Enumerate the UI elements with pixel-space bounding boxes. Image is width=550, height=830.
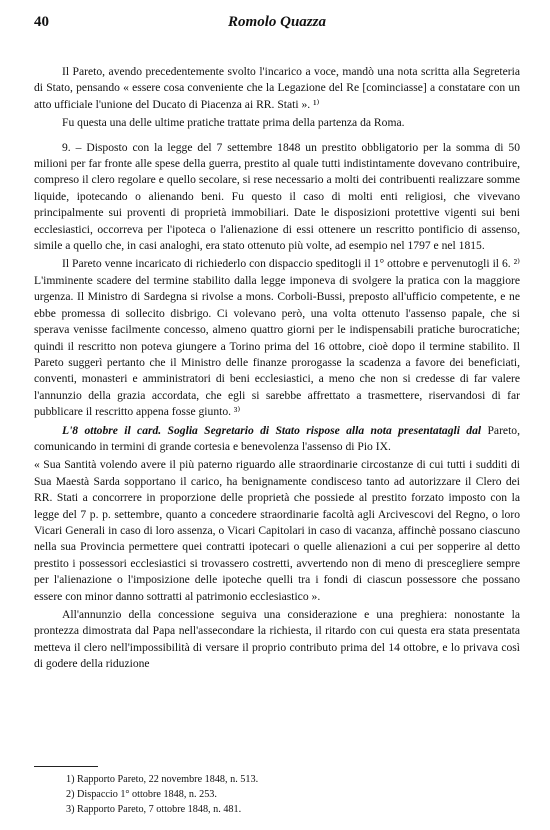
italic-lead: L'8 ottobre il card. Soglia Segretario di Stato rispose alla nota presentatagli dal xyxy=(62,423,482,437)
footnote-2 xyxy=(66,788,520,803)
paragraph-section-9: 9. – Disposto con la legge del 7 settembre 1848 un prestito obbligatorio per la somma di 50 milioni per far fronte alle spese della guerra, prestito al quale tutti indistintamente dovevano contribuire, compreso il clero regolare e quello secolare, si rese necessario a molti dei contribuenti realizzare somme liquide, ipotecando o alienando beni. Fu questo il caso di molti enti religiosi, che vivevano principalmente sui proventi di proprietà immobiliari. Date le disposizioni protettive vigenti sui beni ecclesiastici, occorreva per l'ipoteca o l'alienazione di essi ottenere un rescritto pontificio di assenso, simile a quello che, in casi analoghi, era stato ottenuto più volte, ad esempio nel 1797 e nel 1815. xyxy=(34,140,520,253)
page-number: 40 xyxy=(34,14,49,30)
body-text xyxy=(34,64,520,675)
footnote-text: Rapporto Pareto, 22 novembre 1848, n. 513. xyxy=(77,774,259,785)
paragraph-5 xyxy=(34,423,520,456)
footnote-text: Dispaccio 1° ottobre 1848, n. 253. xyxy=(77,788,217,800)
running-title: Romolo Quazza xyxy=(228,14,326,30)
footnote-rule xyxy=(34,766,98,767)
paragraph-7: All'annunzio della concessione seguiva una considerazione e una preghiera: nonostante la prontezza dimostrata dal Papa nell'assecondare la richiesta, il ritardo con cui questa era stata presentata metteva il clero nell'impossibilità di versare il proprio contributo prima del 14 ottobre, e lo privava così di godere della riduzione xyxy=(34,608,520,671)
page-header xyxy=(34,14,520,38)
footnote-text: Rapporto Pareto, 7 ottobre 1848, n. 481. xyxy=(77,803,242,815)
footnote-mark: 2) xyxy=(66,788,75,800)
footnote-mark: 1) xyxy=(66,774,75,785)
paragraph-1: Il Pareto, avendo precedentemente svolto l'incarico a voce, mandò una nota scritta alla Segreteria di Stato, pensando « essere cosa conveniente che la Legazione del Re [cominciasse] a constatare con un atto ufficiale l'unione del Ducato di Piacenza ai RR. Stati ». ¹⁾ xyxy=(34,65,520,111)
footnote-mark: 3) xyxy=(66,803,75,815)
quotation-paragraph: « Sua Santità volendo avere il più paterno riguardo alle straordinarie circostanze di cui tutti i sudditi di Sua Maestà Sarda sopportano il carico, ha benignamente condisceso tanto ad autorizzare il Clero dei RR. Stati a concorrere in proporzione delle proprietà che possiede al prestito forzato imposto con la legge del 7 p. p. settembre, quanto a concedere straordinarie facoltà agli Arcivescovi del Regno, o loro Vicari Generali in caso di loro assenza, o Vicari Capitolari in caso di vacanza, affinchè possano ciascuno nella sua Provincia permettere quei contratti ipotecari o quelle alienazioni a cui per sopperire al detto prestito i possessori ecclesiastici si trovassero costretti, avvertendo non di meno di prescegliere sempre per l'alienazione o l'imposizione delle ipoteche quelli tra i fondi di ciascun possessore che possano essere con minor danno sottratti al patrimonio ecclesiastico ». xyxy=(34,458,520,603)
paragraph-2: Fu questa una delle ultime pratiche trattate prima della partenza da Roma. xyxy=(62,116,405,130)
footnotes xyxy=(66,773,520,817)
footnote-1 xyxy=(66,773,520,788)
paragraph-5-rest: Pareto, comunicando in termini di grande cortesia e benevolenza l'assenso di Pio IX. xyxy=(34,423,520,453)
footnote-3 xyxy=(66,803,520,818)
paragraph-4: Il Pareto venne incaricato di richiederlo con dispaccio speditogli il 1° ottobre e pervenutogli il 6. ²⁾ L'imminente scadere del termine stabilito dalla legge imponeva di svolgere la pratica con la maggiore urgenza. Il Ministro di Sardegna si rivolse a mons. Corboli-Bussi, preposto all'ufficio competente, e ne ebbe promessa di sollecito disbrigo. Ci volevano però, una volta ottenuto l'assenso papale, che si sperava venisse facilmente concesso, almeno quattro giorni per le indispensabili pratiche burocratiche; quindi il rescritto non poteva giungere a Torino prima del 16 ottobre, cioè dopo il termine stabilito. Il Pareto suggerì pertanto che il Ministro delle finanze prorogasse la scadenza a favore dei beneficiati, conventi, monasteri e amministratori di beni ecclesiastici, a meno che non si credesse di far valere l'annunzio della grazia accordata, che egli si sarebbe affrettato a trasmettere, riservandosi di far pubblicare il rescritto appena fosse giunto. ³⁾ xyxy=(34,257,520,419)
